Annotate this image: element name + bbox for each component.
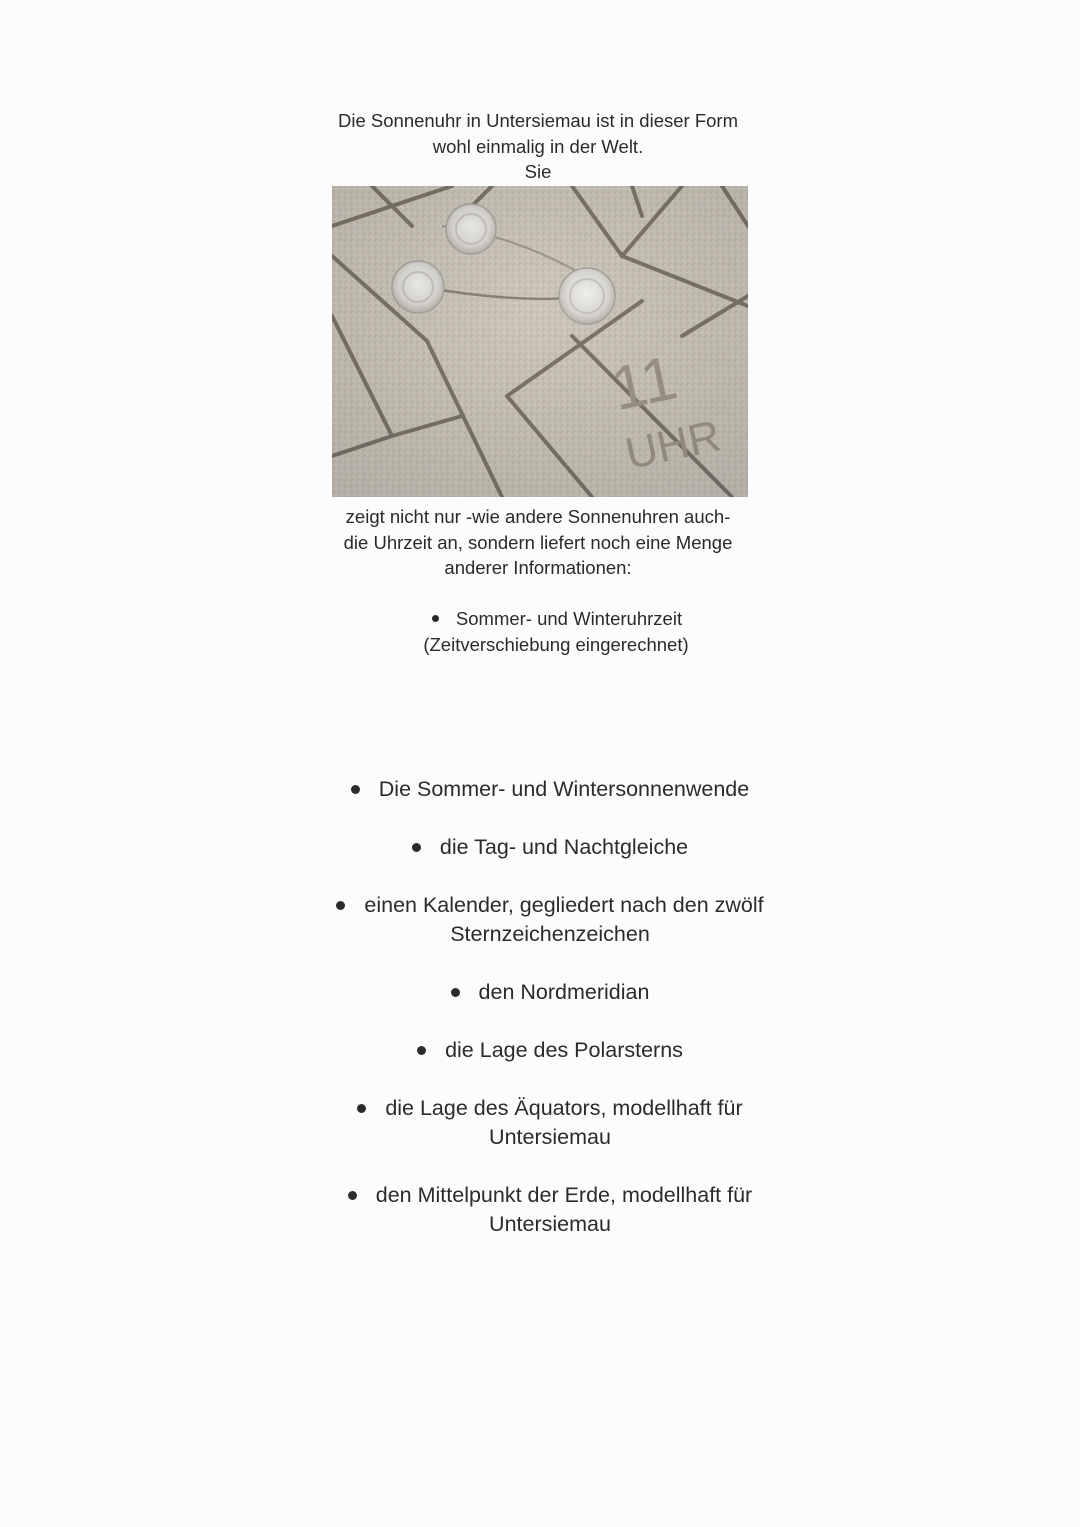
list-item-continuation: Untersiemau [489,1212,611,1236]
intro-line-2: wohl einmalig in der Welt. [432,135,644,157]
list-item [300,978,800,1007]
list-item-text: den Mittelpunkt der Erde, modellhaft für [375,1183,753,1207]
information-list [300,775,800,1268]
paragraph-line-3: anderer Informationen: [444,557,632,578]
bullet-icon [451,988,460,997]
bullet-icon [357,1104,366,1113]
list-item-subtext: (Zeitverschiebung eingerechnet) [423,633,689,655]
list-item-continuation: Sternzeichenzeichen [450,922,650,946]
list-item-text: Sommer- und Winteruhrzeit [455,608,683,629]
list-item-text: die Tag- und Nachtgleiche [439,835,689,859]
intro-text [318,108,758,185]
list-item [318,606,758,657]
paragraph-line-2: die Uhrzeit an, sondern liefert noch eine Menge [343,531,733,553]
bullet-icon [351,785,360,794]
bullet-icon [417,1046,426,1055]
sundial-pavement-image [332,186,748,497]
bullet-icon [336,901,345,910]
sundial-photo [332,186,748,497]
list-item-text: den Nordmeridian [478,980,650,1004]
bullet-icon [412,843,421,852]
bullet-icon [348,1191,357,1200]
list-item-continuation: Untersiemau [489,1125,611,1149]
list-item [300,891,800,949]
intro-line-1: Die Sonnenuhr in Untersiemau ist in dieser Form [338,110,738,131]
list-item [300,1094,800,1152]
list-item-text: Die Sommer- und Wintersonnenwende [378,777,750,801]
paragraph-line-1: zeigt nicht nur -wie andere Sonnenuhren auch- [345,506,731,527]
intro-line-3: Sie [524,161,552,182]
list-item-text: einen Kalender, gegliedert nach den zwölf [364,893,764,917]
list-item-text: die Lage des Äquators, modellhaft für [385,1096,743,1120]
list-item [300,775,800,804]
list-item-text: die Lage des Polarsterns [445,1038,683,1062]
time-list [318,606,758,657]
list-item [300,1036,800,1065]
description-paragraph [318,504,758,581]
list-item [300,1181,800,1239]
list-item [300,833,800,862]
bullet-icon [432,615,439,622]
